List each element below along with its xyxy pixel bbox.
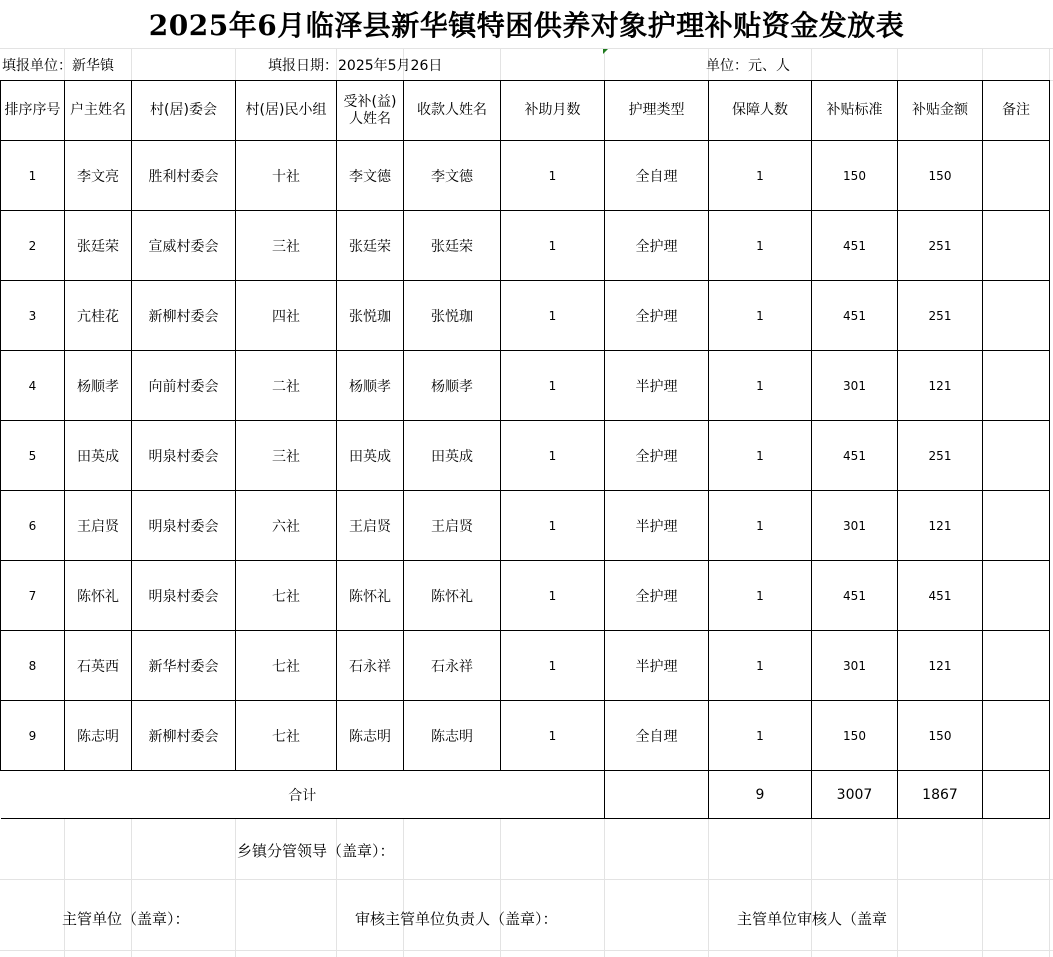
table-cell[interactable]: 亢桂花 [65,281,132,351]
col-header[interactable]: 户主姓名 [65,81,132,141]
total-persons[interactable]: 9 [709,771,812,819]
table-cell[interactable]: 新柳村委会 [132,281,236,351]
table-cell[interactable]: 李文德 [337,141,404,211]
reporting-unit: 填报单位：新华镇 [2,58,114,74]
table-cell[interactable] [983,351,1050,421]
table-cell[interactable]: 1 [501,351,605,421]
table-cell[interactable]: 301 [812,631,898,701]
table-cell[interactable]: 全护理 [605,421,709,491]
table-cell[interactable]: 杨顺孝 [404,351,501,421]
table-cell[interactable]: 石永祥 [337,631,404,701]
total-standard[interactable]: 3007 [812,771,898,819]
table-cell[interactable]: 三社 [236,211,337,281]
table-cell[interactable]: 张悦珈 [404,281,501,351]
table-cell[interactable]: 121 [898,351,983,421]
table-row [1,701,1050,771]
table-cell[interactable]: 陈志明 [337,701,404,771]
table-cell[interactable] [983,491,1050,561]
table-cell[interactable]: 1 [501,141,605,211]
table-cell[interactable]: 陈怀礼 [404,561,501,631]
table-cell[interactable]: 全护理 [605,561,709,631]
col-header[interactable]: 护理类型 [605,81,709,141]
table-cell[interactable]: 十社 [236,141,337,211]
table-cell[interactable]: 301 [812,351,898,421]
table-cell[interactable] [983,561,1050,631]
table-cell[interactable]: 田英成 [65,421,132,491]
gridline [0,879,1053,880]
table-cell[interactable]: 251 [898,421,983,491]
auditor-seal: 主管单位审核人（盖章 [737,910,888,928]
table-cell[interactable]: 明泉村委会 [132,561,236,631]
table-cell[interactable]: 四社 [236,281,337,351]
table-cell[interactable]: 150 [812,141,898,211]
table-cell[interactable]: 七社 [236,701,337,771]
table-cell[interactable]: 田英成 [337,421,404,491]
table-cell[interactable]: 石英西 [65,631,132,701]
table-cell[interactable]: 1 [501,491,605,561]
col-header[interactable]: 备注 [983,81,1050,141]
table-cell[interactable]: 3 [1,281,65,351]
table-cell[interactable]: 1 [1,141,65,211]
table-cell[interactable]: 1 [709,141,812,211]
table-cell[interactable]: 2 [1,211,65,281]
col-header[interactable]: 补贴金额 [898,81,983,141]
table-cell[interactable]: 杨顺孝 [65,351,132,421]
table-cell[interactable]: 150 [812,701,898,771]
table-row [1,561,1050,631]
reporting-date: 填报日期：2025年5月26日 [268,58,443,74]
table-cell[interactable]: 陈志明 [404,701,501,771]
table-cell[interactable]: 8 [1,631,65,701]
table-row [1,211,1050,281]
table-cell[interactable]: 121 [898,491,983,561]
col-header[interactable]: 受补(益)人姓名 [337,81,404,141]
table-cell[interactable]: 1 [501,701,605,771]
table-row [1,351,1050,421]
table-cell[interactable] [983,771,1050,819]
table-cell[interactable] [605,771,709,819]
table-cell[interactable]: 1 [709,421,812,491]
table-cell[interactable]: 宣威村委会 [132,211,236,281]
table-cell[interactable]: 1 [709,631,812,701]
table-cell[interactable]: 六社 [236,491,337,561]
gridline [0,950,1053,951]
col-header[interactable]: 补贴标准 [812,81,898,141]
table-cell[interactable]: 4 [1,351,65,421]
table-cell[interactable]: 150 [898,701,983,771]
total-row [1,771,1050,819]
table-cell[interactable]: 杨顺孝 [337,351,404,421]
authority-seal: 主管单位（盖章）： [62,910,190,928]
table-row [1,421,1050,491]
table-cell[interactable]: 向前村委会 [132,351,236,421]
gridline [0,48,1053,49]
table-cell[interactable]: 1 [709,561,812,631]
table-cell[interactable]: 半护理 [605,351,709,421]
table-cell[interactable]: 新华村委会 [132,631,236,701]
table-cell[interactable]: 301 [812,491,898,561]
table-cell[interactable]: 1 [501,211,605,281]
table-cell[interactable]: 9 [1,701,65,771]
table-cell[interactable]: 121 [898,631,983,701]
table-row [1,491,1050,561]
table-row [1,281,1050,351]
table-cell[interactable]: 陈志明 [65,701,132,771]
township-leader-signature: 乡镇分管领导（盖章）： [237,842,395,860]
table-cell[interactable]: 张悦珈 [337,281,404,351]
col-header[interactable]: 补助月数 [501,81,605,141]
table-row [1,631,1050,701]
table-cell[interactable]: 王启贤 [337,491,404,561]
table-cell[interactable] [983,141,1050,211]
table-cell[interactable]: 251 [898,211,983,281]
page-title: 2025年6月临泽县新华镇特困供养对象护理补贴资金发放表 [0,0,1053,48]
table-cell[interactable]: 1 [501,631,605,701]
table-cell[interactable]: 251 [898,281,983,351]
table-cell[interactable]: 全自理 [605,141,709,211]
table-cell[interactable]: 全自理 [605,701,709,771]
table-cell[interactable]: 李文德 [404,141,501,211]
table-cell[interactable]: 1 [501,281,605,351]
cell-comment-marker [603,49,608,54]
table-cell[interactable]: 新柳村委会 [132,701,236,771]
col-header[interactable]: 保障人数 [709,81,812,141]
table-cell[interactable]: 王启贤 [65,491,132,561]
table-cell[interactable]: 半护理 [605,631,709,701]
total-amount[interactable]: 1867 [898,771,983,819]
table-cell[interactable]: 1 [709,701,812,771]
table-cell[interactable]: 胜利村委会 [132,141,236,211]
table-cell[interactable]: 张廷荣 [337,211,404,281]
table-cell[interactable]: 二社 [236,351,337,421]
col-header[interactable]: 排序序号 [1,81,65,141]
table-cell[interactable]: 陈怀礼 [65,561,132,631]
table-cell[interactable] [983,281,1050,351]
table-cell[interactable]: 451 [812,211,898,281]
table-cell[interactable]: 451 [812,421,898,491]
table-cell[interactable]: 6 [1,491,65,561]
table-cell[interactable]: 王启贤 [404,491,501,561]
table-cell[interactable]: 1 [709,491,812,561]
col-header[interactable]: 村(居)委会 [132,81,236,141]
table-cell[interactable]: 陈怀礼 [337,561,404,631]
reviewer-head-seal: 审核主管单位负责人（盖章）： [355,910,558,928]
table-cell[interactable]: 1 [501,421,605,491]
table-row [1,141,1050,211]
table-cell[interactable]: 全护理 [605,281,709,351]
table-cell[interactable]: 451 [898,561,983,631]
col-header[interactable]: 村(居)民小组 [236,81,337,141]
table-cell[interactable] [983,421,1050,491]
table-cell[interactable]: 张廷荣 [404,211,501,281]
total-label[interactable]: 合计 [1,771,605,819]
table-cell[interactable]: 七社 [236,561,337,631]
table-cell[interactable] [983,701,1050,771]
table-cell[interactable] [983,211,1050,281]
table-cell[interactable]: 李文亮 [65,141,132,211]
table-cell[interactable]: 明泉村委会 [132,491,236,561]
table-cell[interactable]: 451 [812,561,898,631]
table-cell[interactable]: 150 [898,141,983,211]
table-cell[interactable]: 全护理 [605,211,709,281]
header-row [1,81,1050,141]
table-cell[interactable]: 5 [1,421,65,491]
table-cell[interactable] [983,631,1050,701]
table-cell[interactable]: 石永祥 [404,631,501,701]
measure-unit: 单位：元、人 [706,58,790,74]
table-cell[interactable]: 1 [709,351,812,421]
table-cell[interactable]: 1 [709,211,812,281]
table-cell[interactable]: 田英成 [404,421,501,491]
col-header[interactable]: 收款人姓名 [404,81,501,141]
table-cell[interactable]: 张廷荣 [65,211,132,281]
table-cell[interactable]: 明泉村委会 [132,421,236,491]
table-cell[interactable]: 七社 [236,631,337,701]
table-cell[interactable]: 451 [812,281,898,351]
table-cell[interactable]: 1 [709,281,812,351]
table-cell[interactable]: 1 [501,561,605,631]
table-cell[interactable]: 半护理 [605,491,709,561]
table-cell[interactable]: 7 [1,561,65,631]
subsidy-table [0,80,1050,819]
table-cell[interactable]: 三社 [236,421,337,491]
